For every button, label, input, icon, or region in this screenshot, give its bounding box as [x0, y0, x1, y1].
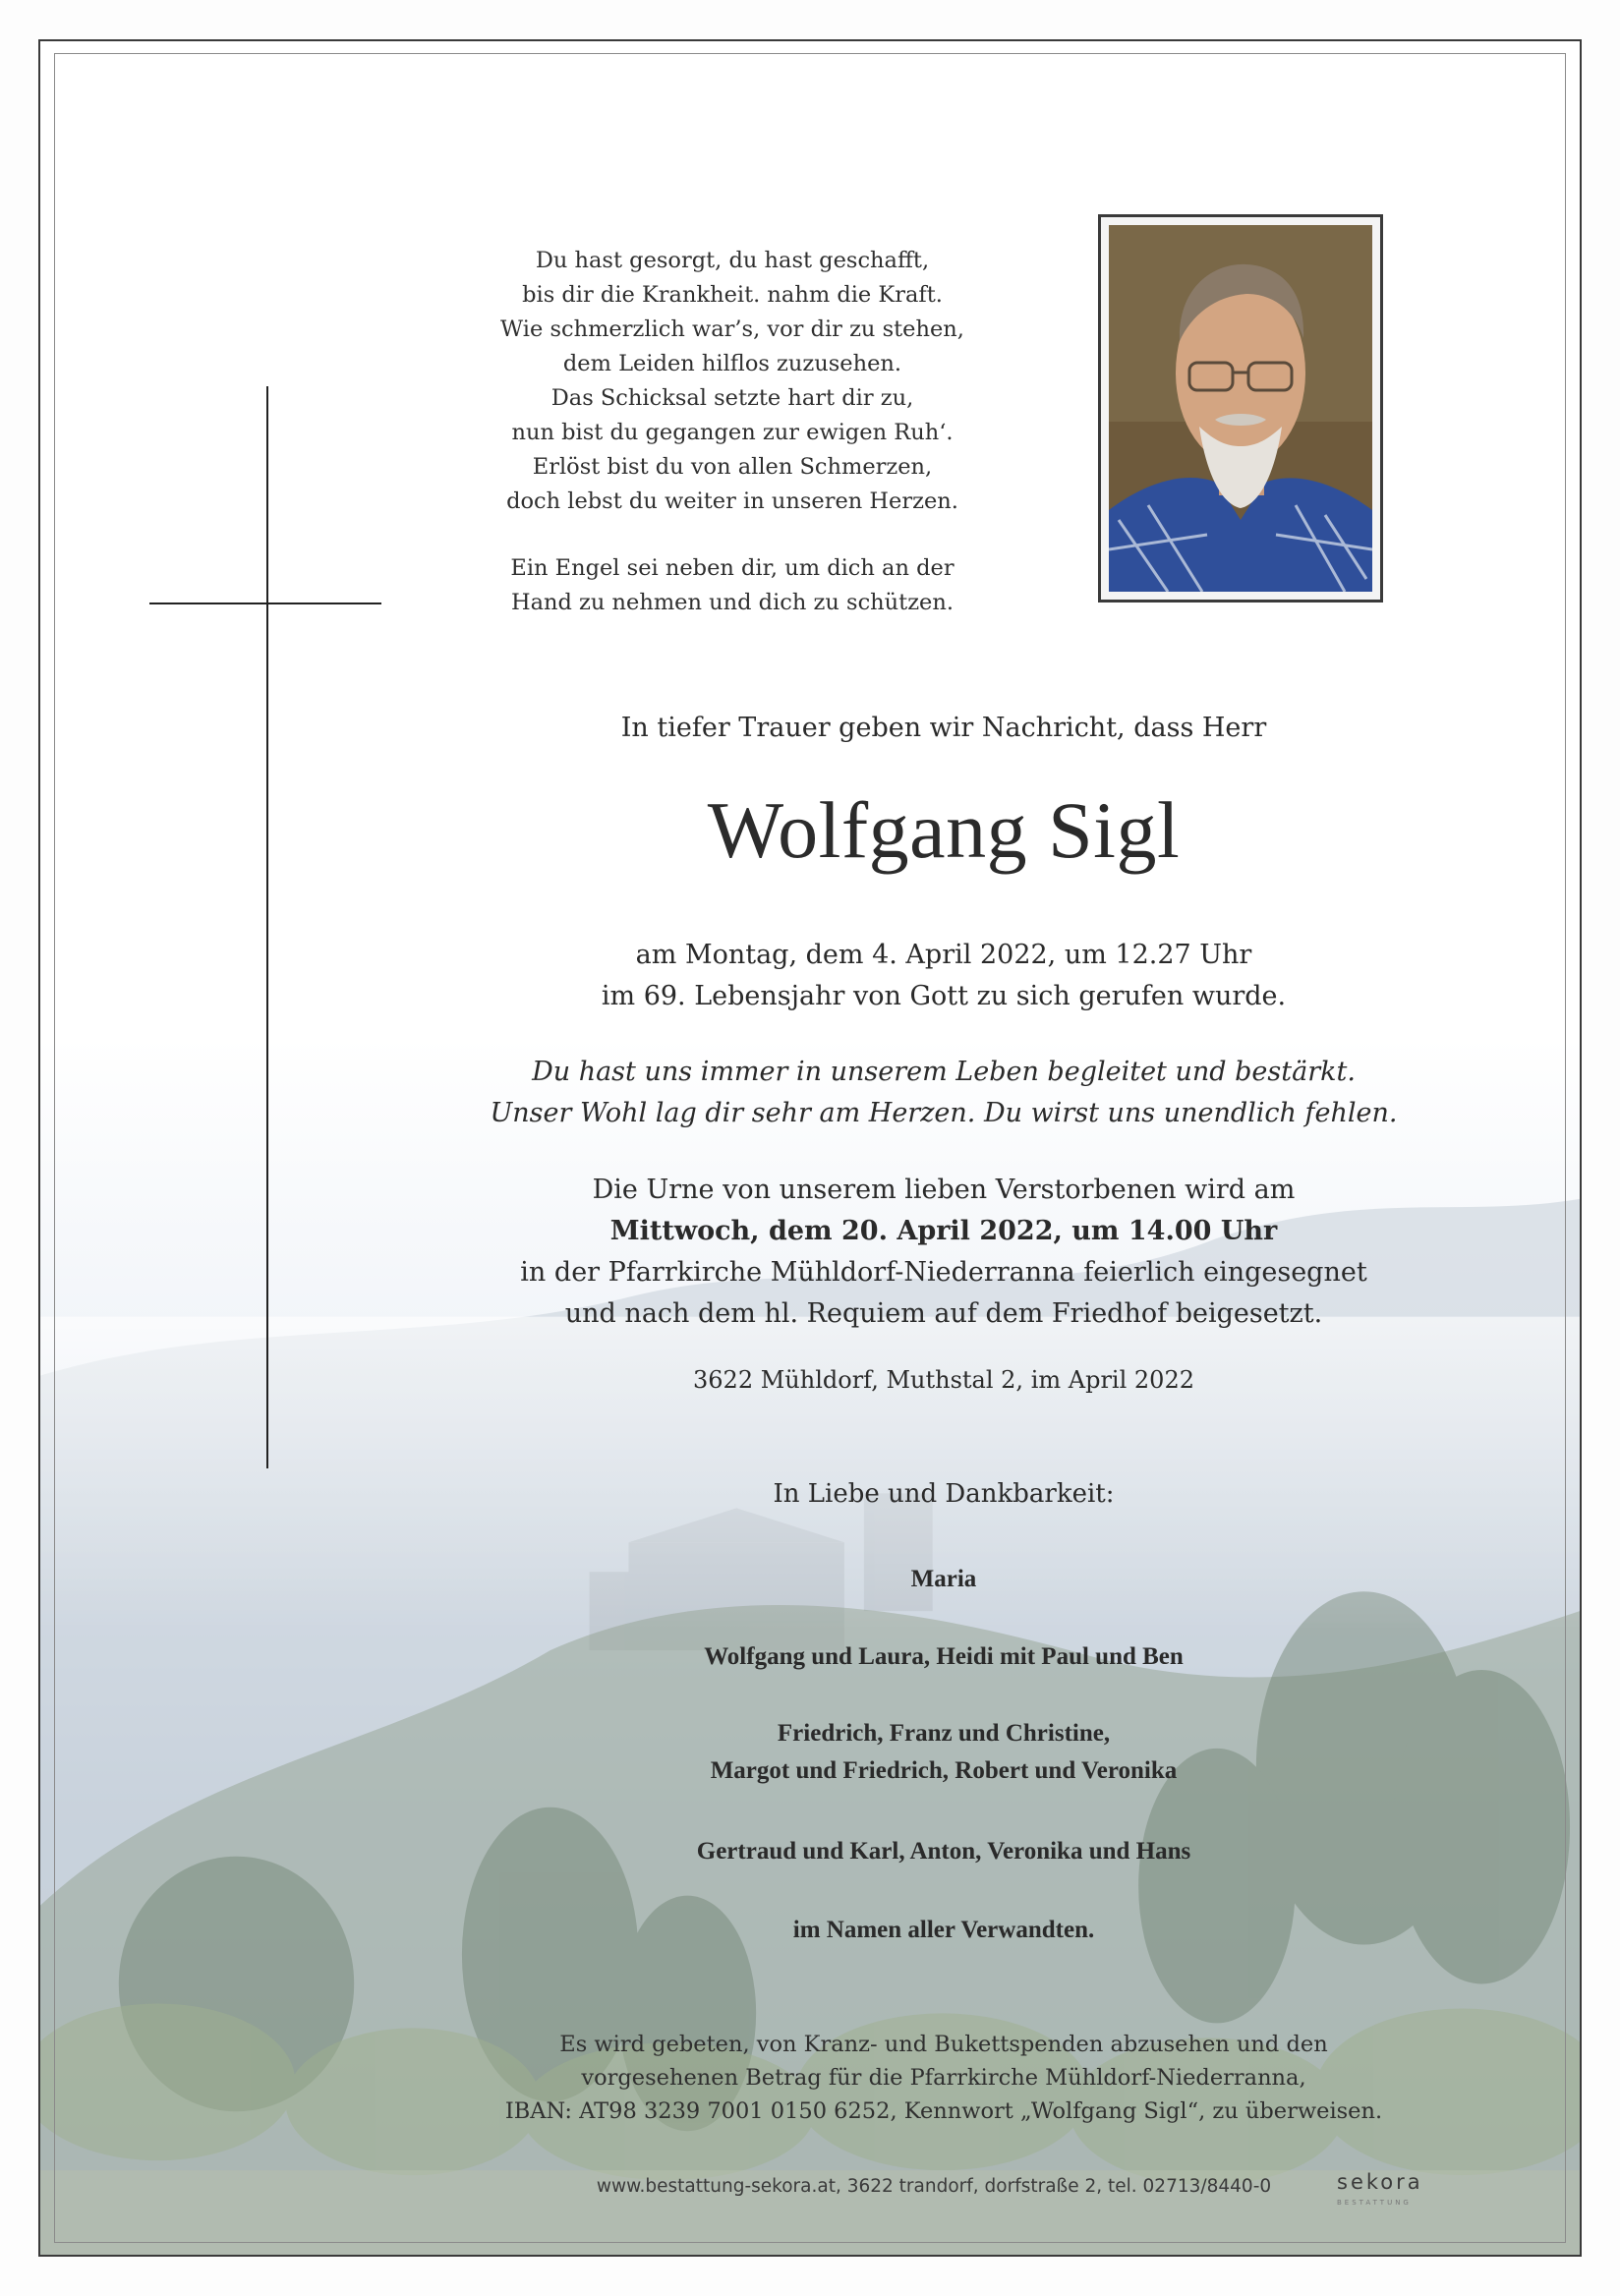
poem-line: Erlöst bist du von allen Schmerzen,: [532, 454, 933, 480]
funeral-home-logo: sekora: [1337, 2170, 1423, 2194]
poem-line: nun bist du gegangen zur ewigen Ruh‘.: [511, 420, 954, 445]
donation-line: Es wird gebeten, von Kranz- und Bukettspenden abzusehen und den: [559, 2032, 1328, 2057]
poem-line: Du hast gesorgt, du hast geschafft,: [535, 248, 930, 273]
poem-line: Das Schicksal setzte hart dir zu,: [550, 385, 914, 411]
funeral-date-line: Mittwoch, dem 20. April 2022, um 14.00 Uhr: [609, 1216, 1278, 1246]
intro-text: In tiefer Trauer geben wir Nachricht, dass Herr: [620, 713, 1267, 743]
mourner-group: Maria: [910, 1566, 977, 1592]
tribute-quote: [482, 1052, 1406, 1134]
mourner-group-closing: im Namen aller Verwandten.: [792, 1917, 1095, 1943]
portrait-frame: [1098, 214, 1383, 603]
donation-request: [482, 2028, 1406, 2128]
cross-vertical-beam: [266, 386, 268, 1468]
quote-line: Du hast uns immer in unserem Leben begleitet und bestärkt.: [532, 1057, 1356, 1087]
poem-line: Wie schmerzlich war’s, vor dir zu stehen,: [500, 316, 964, 342]
funeral-details: [482, 1170, 1406, 1335]
deceased-name: Wolfgang Sigl: [707, 785, 1181, 875]
urn-line: Die Urne von unserem lieben Verstorbenen wird am: [592, 1175, 1296, 1205]
poem: [482, 244, 983, 620]
mourner-group-line: Friedrich, Franz und Christine,: [777, 1720, 1111, 1747]
quote-line: Unser Wohl lag dir sehr am Herzen. Du wirst uns unendlich fehlen.: [490, 1098, 1398, 1128]
mourner-group: Wolfgang und Laura, Heidi mit Paul und Ben: [704, 1643, 1184, 1670]
funeral-home-contact: www.bestattung-sekora.at, 3622 trandorf, dorfstraße 2, tel. 02713/8440-0: [596, 2176, 1272, 2197]
portrait-illustration: [1109, 225, 1372, 592]
poem-line: dem Leiden hilflos zuzusehen.: [562, 351, 902, 376]
cross-horizontal-beam: [149, 603, 381, 604]
urn-line: und nach dem hl. Requiem auf dem Friedhof beigesetzt.: [564, 1298, 1323, 1329]
mourner-group-line: Margot und Friedrich, Robert und Veronika: [710, 1757, 1178, 1784]
donation-line: vorgesehenen Betrag für die Pfarrkirche Mühldorf-Niederranna,: [581, 2065, 1306, 2091]
death-date-line: am Montag, dem 4. April 2022, um 12.27 Uhr: [635, 940, 1252, 970]
poem-line: doch lebst du weiter in unseren Herzen.: [506, 488, 958, 514]
funeral-home-logo-subtitle: BESTATTUNG: [1337, 2199, 1412, 2207]
death-age-line: im 69. Lebensjahr von Gott zu sich gerufen wurde.: [601, 981, 1287, 1011]
place-and-date: 3622 Mühldorf, Muthstal 2, im April 2022: [693, 1366, 1194, 1394]
poem-closing-line: Hand zu nehmen und dich zu schützen.: [510, 590, 955, 615]
urn-line: in der Pfarrkirche Mühldorf-Niederranna feierlich eingesegnet: [520, 1257, 1367, 1288]
poem-closing-line: Ein Engel sei neben dir, um dich an der: [510, 555, 955, 581]
poem-spacer: [482, 519, 983, 551]
mourner-group: [482, 1715, 1406, 1790]
death-details: [482, 935, 1406, 1017]
portrait-photo: [1109, 225, 1372, 592]
donation-line: IBAN: AT98 3239 7001 0150 6252, Kennwort „Wolfgang Sigl“, zu überweisen.: [504, 2098, 1383, 2124]
poem-line: bis dir die Krankheit. nahm die Kraft.: [522, 282, 943, 308]
mourners-heading: In Liebe und Dankbarkeit:: [773, 1479, 1115, 1509]
mourner-group: Gertraud und Karl, Anton, Veronika und Hans: [696, 1838, 1191, 1865]
